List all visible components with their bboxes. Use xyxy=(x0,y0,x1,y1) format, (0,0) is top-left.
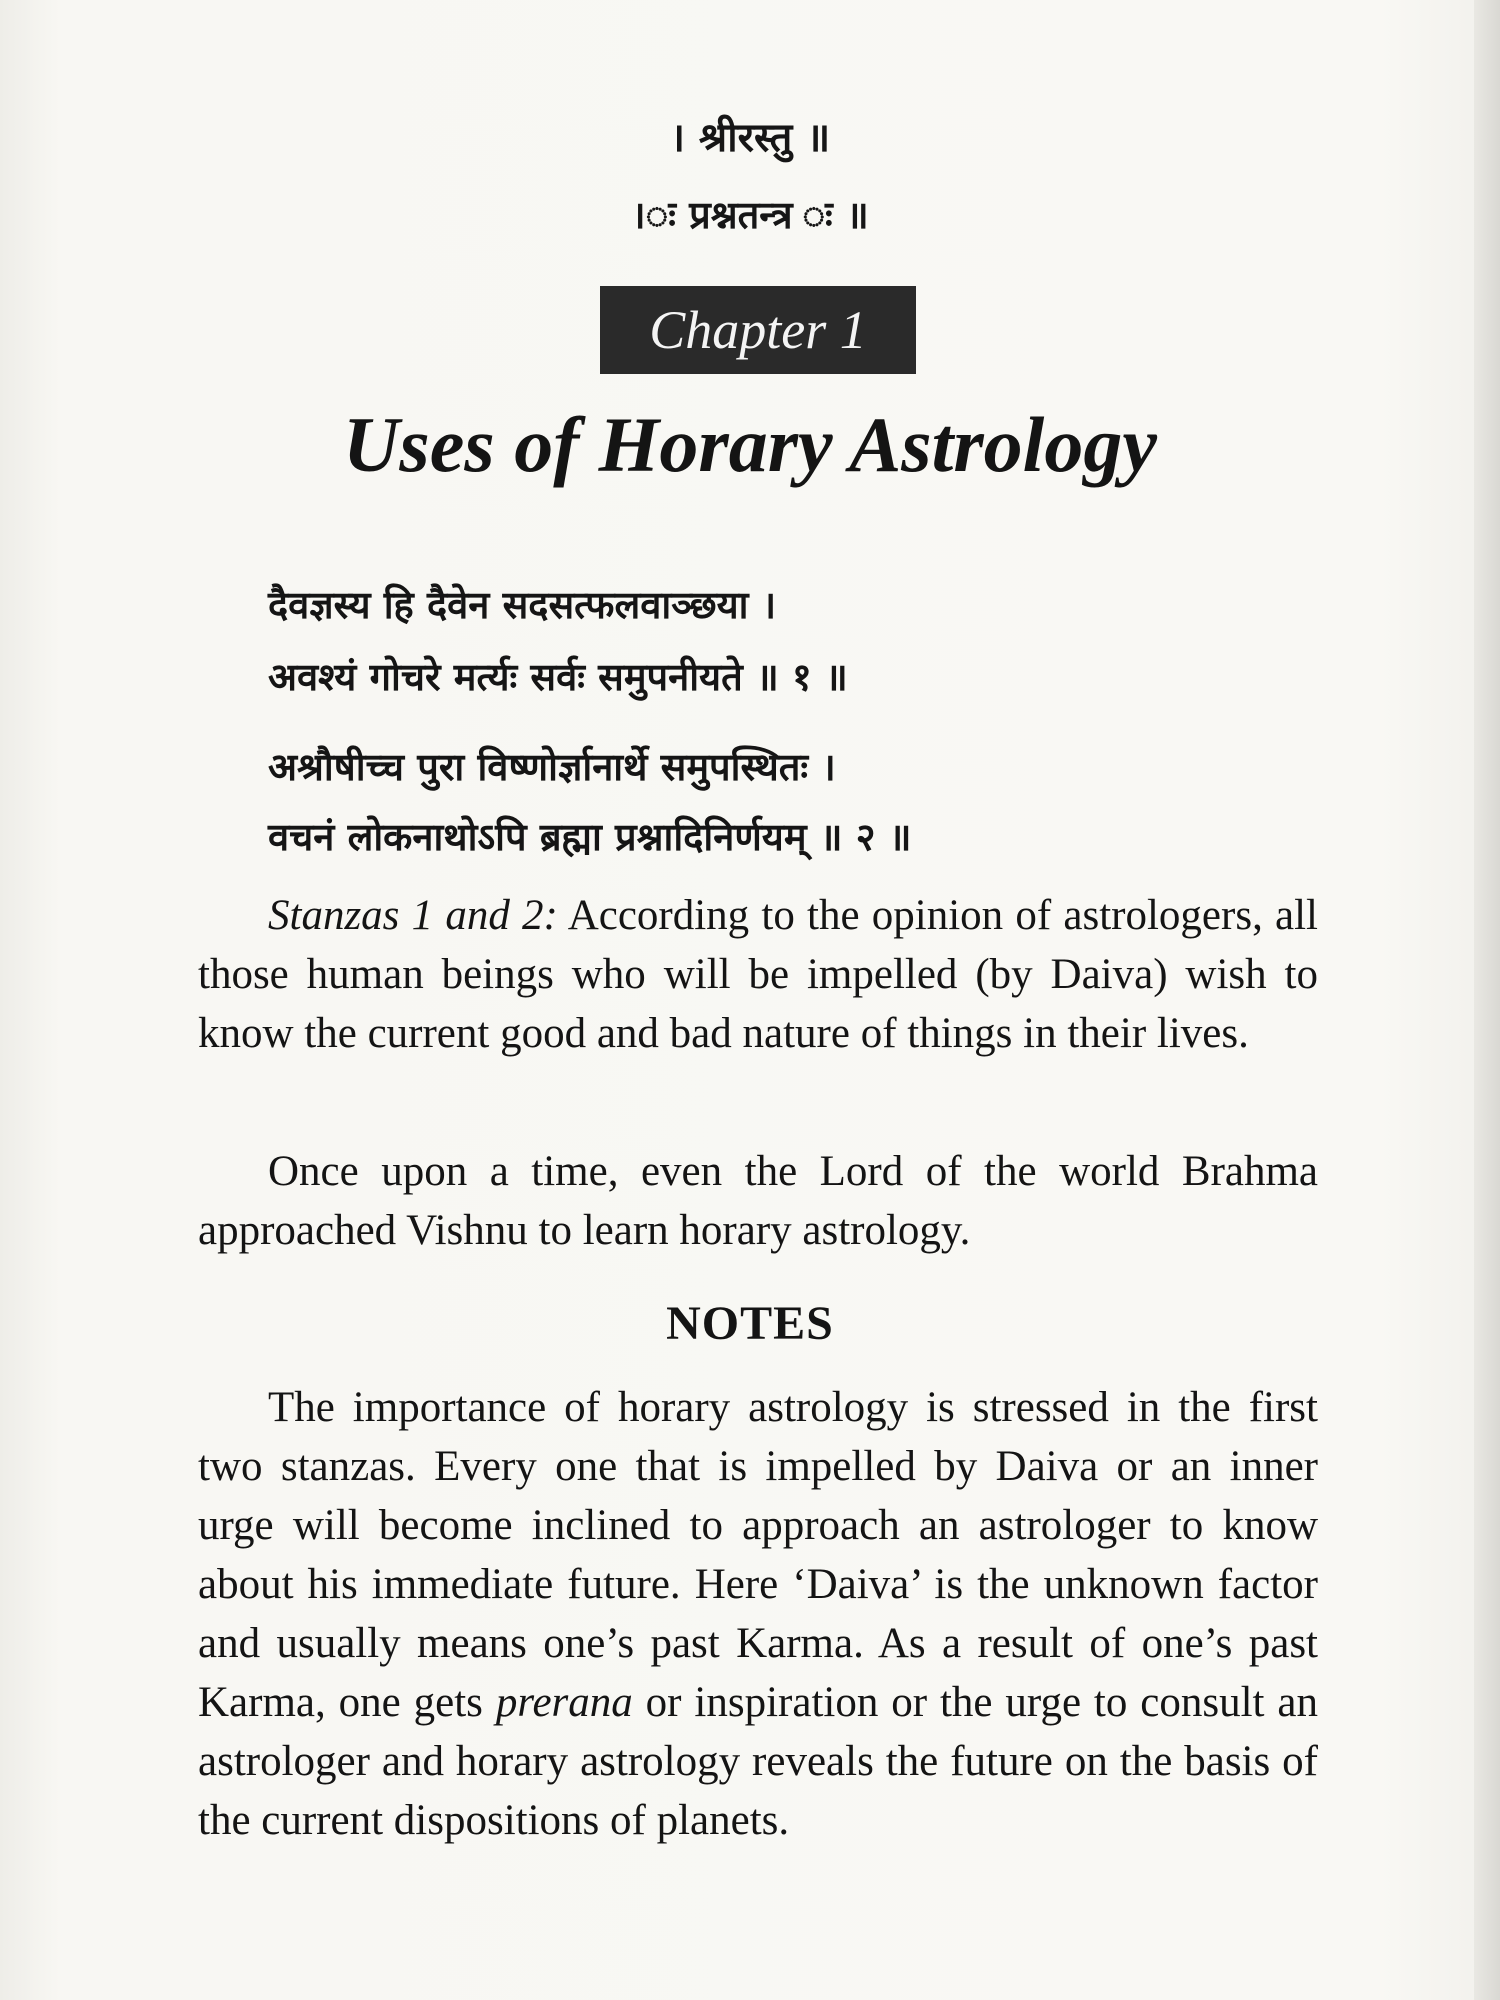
verse-line-2: अवश्यं गोचरे मर्त्यः सर्वः समुपनीयते ॥ १ ॥ xyxy=(268,655,848,699)
work-title-sanskrit: ।ः प्रश्नतन्त्र ः ॥ xyxy=(631,193,869,237)
translation-text-2: Once upon a time, even the Lord of the world Brahma approached Vishnu to learn horary astrology. xyxy=(198,1148,1318,1254)
notes-heading: NOTES xyxy=(666,1297,834,1350)
notes-paragraph xyxy=(198,1378,1318,1850)
notes-text-1: The importance of horary astrology is stressed in the first two stanzas. Every one that is impelled by Daiva or an inner urge will become inclined to approach an astrologer to know about his immediate future. Here ‘Daiva’ is the unknown factor and usually means one’s past Karma. As a result of one’s past Karma, one gets xyxy=(198,1384,1318,1726)
stanza-label: Stanzas 1 and 2: xyxy=(268,892,558,939)
invocation-line: । श्रीरस्तु ॥ xyxy=(669,115,831,161)
chapter-label: Chapter 1 xyxy=(600,286,916,374)
translation-paragraph-2 xyxy=(198,1142,1318,1260)
verse-line-1: दैवज्ञस्य हि दैवेन सदसत्फलवाञ्छया । xyxy=(268,583,777,627)
verse-line-3: अश्रौषीच्च पुरा विष्णोर्ज्ञानार्थे समुपस्थितः । xyxy=(268,745,836,789)
translation-text: According to the opinion of astrologers, all those human beings who will be impelled (by Daiva) wish to know the current good and bad nature of things in their lives. xyxy=(198,892,1319,1057)
verse-line-4: वचनं लोकनाथोऽपि ब्रह्मा प्रश्नादिनिर्णयम् ॥ २ ॥ xyxy=(268,815,912,859)
chapter-title: Uses of Horary Astrology xyxy=(343,401,1157,488)
translation-paragraph xyxy=(198,886,1318,1063)
notes-text-2: or inspiration or the urge to consult an astrologer and horary astrology reveals the future on the basis of the current dispositions of planets. xyxy=(198,1679,1318,1844)
notes-emphasis: prerana xyxy=(495,1679,633,1726)
page-edge xyxy=(1474,0,1500,2000)
